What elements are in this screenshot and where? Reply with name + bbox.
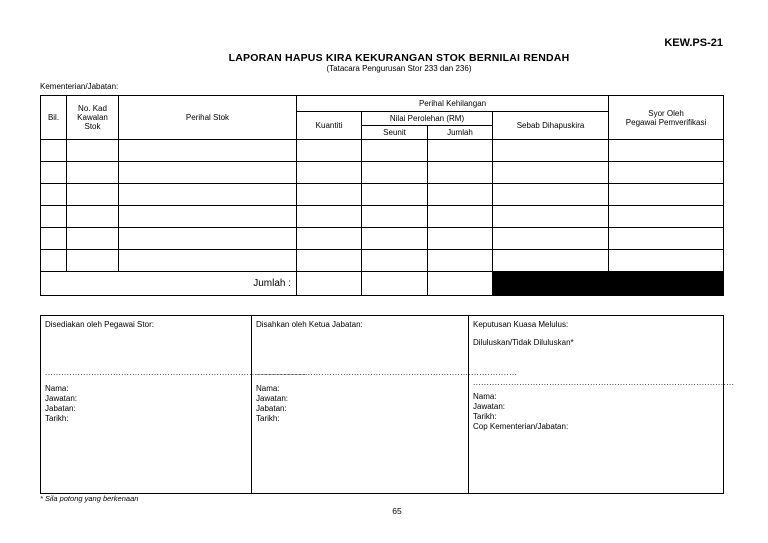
header-no-kad-line1: No. Kad bbox=[78, 104, 107, 113]
table-row bbox=[41, 184, 724, 206]
cell-bil[interactable] bbox=[41, 228, 67, 250]
header-syor-line1: Syor Oleh bbox=[648, 108, 684, 118]
authority-tarikh[interactable]: Tarikh: bbox=[473, 412, 497, 421]
store-officer-jabatan[interactable]: Jabatan: bbox=[45, 404, 76, 413]
cell-no-kad[interactable] bbox=[67, 162, 119, 184]
store-officer-signature-line[interactable]: ................................................................................................ bbox=[45, 368, 307, 377]
cell-seunit[interactable] bbox=[362, 184, 428, 206]
cell-perihal-stok[interactable] bbox=[119, 140, 297, 162]
stock-table bbox=[40, 95, 724, 296]
header-syor-line2: Pegawai Pemverifikasi bbox=[625, 117, 707, 127]
store-officer-section bbox=[41, 316, 307, 494]
head-dept-jabatan[interactable]: Jabatan: bbox=[256, 404, 287, 413]
store-officer-jawatan[interactable]: Jawatan: bbox=[45, 394, 78, 403]
total-row bbox=[41, 272, 724, 296]
table-row bbox=[41, 162, 724, 184]
cell-jumlah[interactable] bbox=[428, 228, 493, 250]
authority-jawatan[interactable]: Jawatan: bbox=[473, 402, 506, 411]
cell-seunit[interactable] bbox=[362, 162, 428, 184]
cell-syor[interactable] bbox=[609, 206, 724, 228]
cell-no-kad[interactable] bbox=[67, 184, 119, 206]
cell-sebab[interactable] bbox=[493, 228, 609, 250]
header-bil: Bil. bbox=[41, 96, 67, 140]
cell-syor[interactable] bbox=[609, 184, 724, 206]
signature-table bbox=[40, 315, 735, 494]
cell-jumlah[interactable] bbox=[428, 162, 493, 184]
header-no-kad-line3: Stok bbox=[84, 122, 101, 131]
head-dept-tarikh[interactable]: Tarikh: bbox=[256, 414, 280, 423]
cell-sebab[interactable] bbox=[493, 206, 609, 228]
head-dept-nama[interactable]: Nama: bbox=[256, 384, 280, 393]
table-row bbox=[41, 228, 724, 250]
cell-seunit[interactable] bbox=[362, 140, 428, 162]
total-seunit[interactable] bbox=[362, 272, 428, 296]
header-perihal-kehilangan: Perihal Kehilangan bbox=[297, 96, 609, 112]
authority-title: Keputusan Kuasa Melulus: bbox=[473, 320, 569, 329]
footnote: * Sila potong yang berkenaan bbox=[40, 494, 139, 503]
page-number: 65 bbox=[392, 506, 402, 516]
cell-bil[interactable] bbox=[41, 250, 67, 272]
form-title: LAPORAN HAPUS KIRA KEKURANGAN STOK BERNILAI RENDAH bbox=[228, 52, 570, 64]
total-jumlah[interactable] bbox=[428, 272, 493, 296]
cell-perihal-stok[interactable] bbox=[119, 162, 297, 184]
cell-kuantiti[interactable] bbox=[297, 250, 362, 272]
cell-no-kad[interactable] bbox=[67, 228, 119, 250]
head-dept-signature-line[interactable]: ................................................................................................ bbox=[256, 368, 518, 377]
cell-kuantiti[interactable] bbox=[297, 228, 362, 250]
header-no-kad bbox=[67, 96, 119, 140]
cell-syor[interactable] bbox=[609, 162, 724, 184]
form-subtitle: (Tatacara Pengurusan Stor 233 dan 236) bbox=[326, 64, 472, 73]
header-nilai-perolehan: Nilai Perolehan (RM) bbox=[362, 112, 493, 126]
authority-nama[interactable]: Nama: bbox=[473, 392, 497, 401]
cell-syor[interactable] bbox=[609, 250, 724, 272]
cell-seunit[interactable] bbox=[362, 206, 428, 228]
header-perihal-stok: Perihal Stok bbox=[119, 96, 297, 140]
cell-bil[interactable] bbox=[41, 206, 67, 228]
total-kuantiti[interactable] bbox=[297, 272, 362, 296]
header-jumlah: Jumlah bbox=[428, 126, 493, 140]
head-dept-title: Disahkan oleh Ketua Jabatan: bbox=[256, 320, 363, 329]
header-kuantiti: Kuantiti bbox=[297, 112, 362, 140]
cell-perihal-stok[interactable] bbox=[119, 206, 297, 228]
cell-sebab[interactable] bbox=[493, 250, 609, 272]
cell-kuantiti[interactable] bbox=[297, 140, 362, 162]
cell-sebab[interactable] bbox=[493, 140, 609, 162]
cell-no-kad[interactable] bbox=[67, 140, 119, 162]
cell-perihal-stok[interactable] bbox=[119, 250, 297, 272]
cell-syor[interactable] bbox=[609, 140, 724, 162]
cell-kuantiti[interactable] bbox=[297, 206, 362, 228]
cell-kuantiti[interactable] bbox=[297, 162, 362, 184]
header-syor bbox=[609, 96, 724, 140]
cell-sebab[interactable] bbox=[493, 162, 609, 184]
header-seunit: Seunit bbox=[362, 126, 428, 140]
cell-bil[interactable] bbox=[41, 184, 67, 206]
cell-no-kad[interactable] bbox=[67, 250, 119, 272]
cell-seunit[interactable] bbox=[362, 250, 428, 272]
head-dept-jawatan[interactable]: Jawatan: bbox=[256, 394, 289, 403]
store-officer-nama[interactable]: Nama: bbox=[45, 384, 69, 393]
authority-section bbox=[469, 316, 735, 494]
cell-jumlah[interactable] bbox=[428, 206, 493, 228]
store-officer-tarikh[interactable]: Tarikh: bbox=[45, 414, 69, 423]
table-row bbox=[41, 140, 724, 162]
cell-jumlah[interactable] bbox=[428, 184, 493, 206]
cell-bil[interactable] bbox=[41, 162, 67, 184]
authority-signature-line[interactable]: ................................................................................................ bbox=[473, 378, 735, 387]
authority-decision[interactable]: Diluluskan/Tidak Diluluskan* bbox=[473, 338, 574, 347]
header-no-kad-line2: Kawalan bbox=[77, 113, 108, 122]
authority-cop[interactable]: Cop Kementerian/Jabatan: bbox=[473, 422, 569, 431]
table-row bbox=[41, 206, 724, 228]
store-officer-title: Disediakan oleh Pegawai Stor: bbox=[45, 320, 154, 329]
header-sebab: Sebab Dihapuskira bbox=[493, 112, 609, 140]
cell-seunit[interactable] bbox=[362, 228, 428, 250]
table-row bbox=[41, 250, 724, 272]
total-label: Jumlah : bbox=[41, 272, 297, 296]
ministry-label: Kementerian/Jabatan: bbox=[40, 82, 119, 91]
cell-jumlah[interactable] bbox=[428, 250, 493, 272]
cell-perihal-stok[interactable] bbox=[119, 184, 297, 206]
cell-kuantiti[interactable] bbox=[297, 184, 362, 206]
blacked-out-cell bbox=[493, 272, 724, 296]
cell-jumlah[interactable] bbox=[428, 140, 493, 162]
cell-syor[interactable] bbox=[609, 228, 724, 250]
cell-sebab[interactable] bbox=[493, 184, 609, 206]
form-code: KEW.PS-21 bbox=[664, 37, 723, 49]
head-dept-section bbox=[252, 316, 518, 494]
cell-no-kad[interactable] bbox=[67, 206, 119, 228]
cell-bil[interactable] bbox=[41, 140, 67, 162]
cell-perihal-stok[interactable] bbox=[119, 228, 297, 250]
